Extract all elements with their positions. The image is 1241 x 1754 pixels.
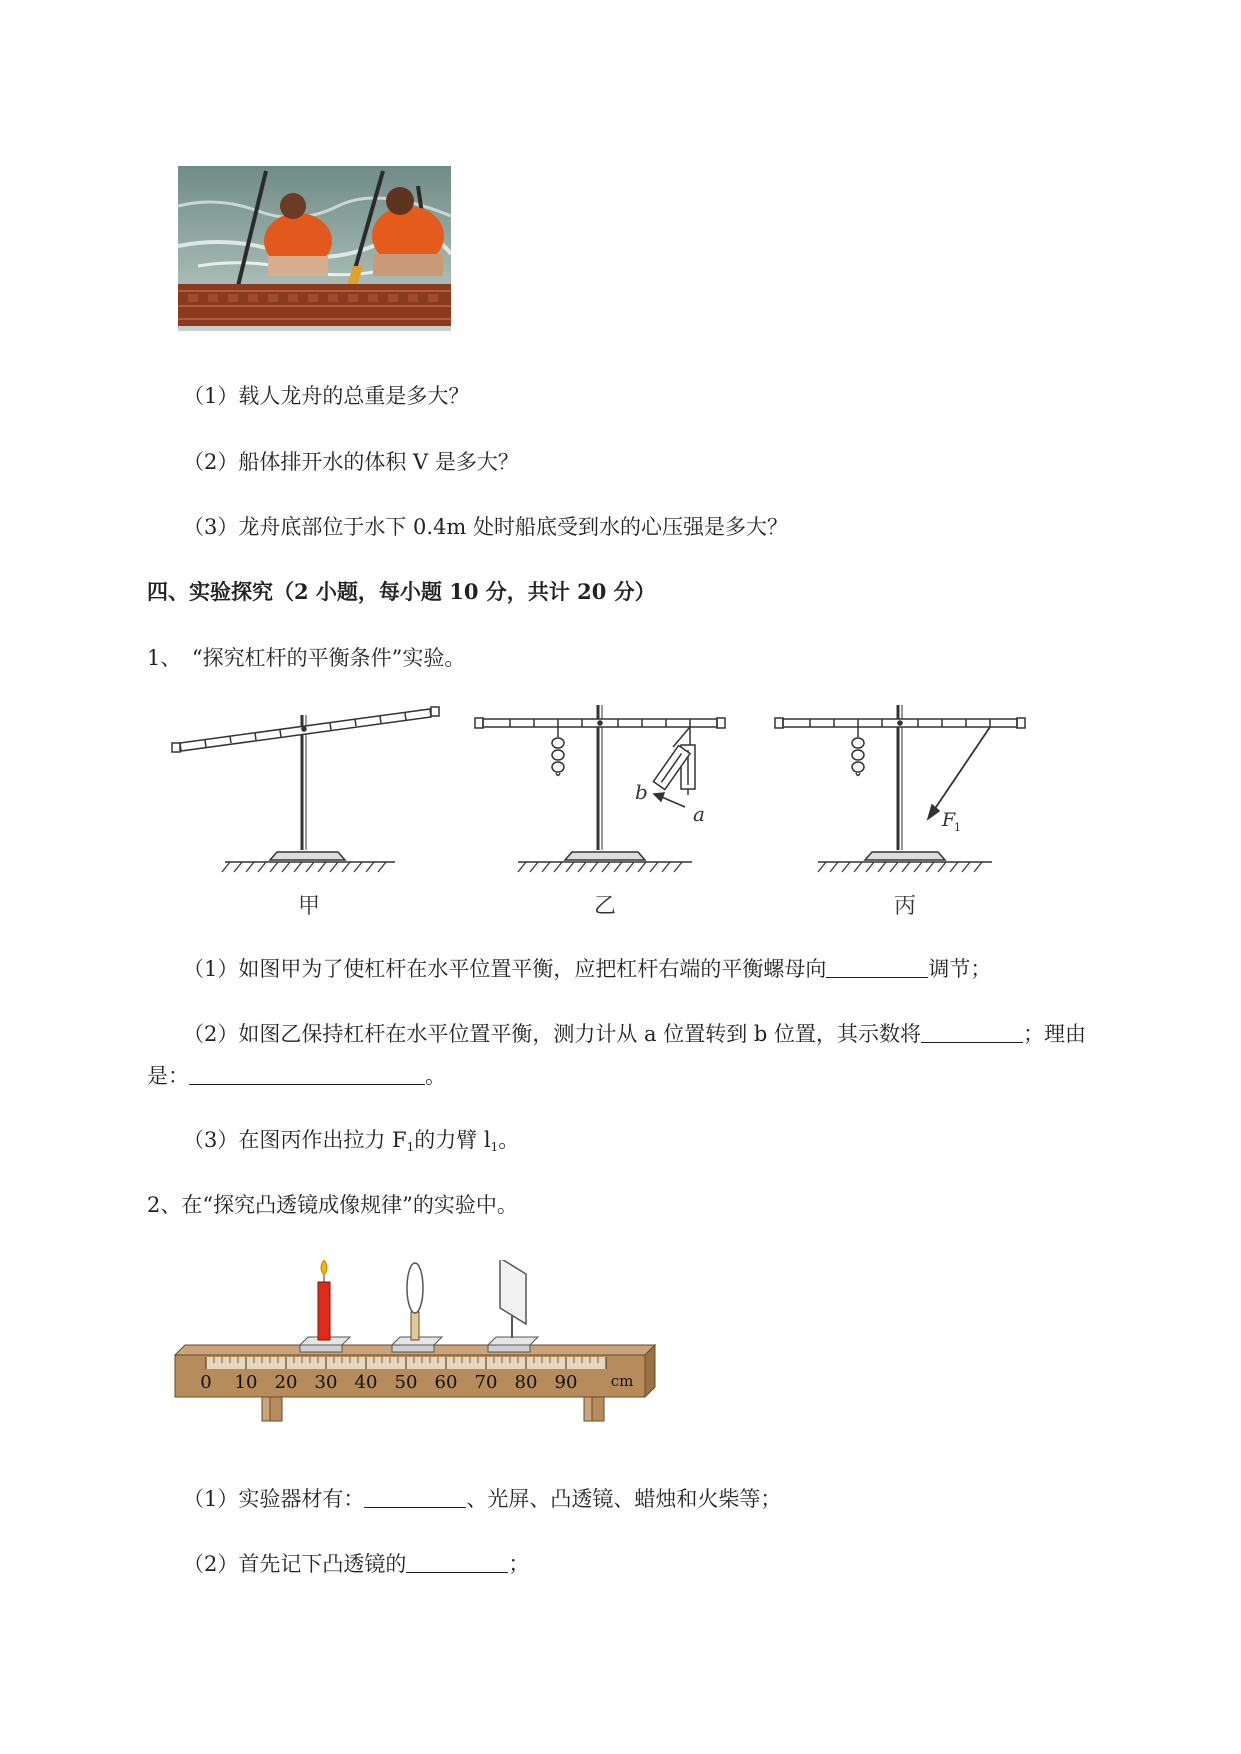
exp1-q3: [183, 1124, 519, 1154]
exp1-q3-text1: （3）在图丙作出拉力 F: [183, 1128, 407, 1152]
exp2-q1: [183, 1483, 781, 1513]
exp2-q2: [183, 1548, 529, 1578]
ruler-label-40: 40: [354, 1372, 378, 1393]
exp2-q1-tail: 、光屏、凸透镜、蜡烛和火柴等；: [466, 1487, 782, 1511]
exp1-q3-text2: 的力臂 l: [414, 1128, 491, 1152]
exp1-q2-blank[interactable]: [921, 1022, 1023, 1043]
exp1-q3-sub2: 1: [490, 1140, 499, 1154]
ruler-label-70: 70: [474, 1372, 498, 1393]
q3-sub2: （2）船体排开水的体积 V 是多大？: [183, 450, 519, 474]
exp2-q1-text: （1）实验器材有：: [183, 1487, 365, 1511]
optical-bench-figure: [170, 1260, 660, 1445]
ruler-label-10: 10: [234, 1372, 258, 1393]
exp1-q3-sub1: 1: [406, 1140, 415, 1154]
ruler-label-30: 30: [314, 1372, 338, 1393]
lever-figure-jia: [172, 707, 439, 872]
ruler-label-20: 20: [274, 1372, 298, 1393]
fig-label-bing: 丙: [894, 894, 917, 919]
ruler-label-60: 60: [434, 1372, 458, 1393]
label-b: b: [635, 780, 648, 804]
exp1-q2-reason: [147, 1060, 446, 1090]
q3-sub1: （1）载人龙舟的总重是多大？: [183, 384, 470, 408]
screen-holder: [488, 1260, 538, 1352]
exp1-q1-tail: 调节；: [928, 957, 992, 981]
section-heading: 四、实验探究（2 小题，每小题 10 分，共计 20 分）: [147, 579, 656, 604]
exp2-q2-text: （2）首先记下凸透镜的: [183, 1552, 407, 1576]
exp2-q2-tail: ；: [508, 1552, 530, 1576]
ruler-label-90: 90: [554, 1372, 578, 1393]
q3-sub3: （3）龙舟底部位于水下 0.4m 处时船底受到水的心压强是多大？: [183, 515, 789, 539]
dragon-boat-illustration: [178, 166, 451, 331]
lens-holder: [392, 1263, 442, 1352]
exp1-q3-text3: 。: [498, 1128, 520, 1152]
exp2-q2-blank[interactable]: [406, 1552, 508, 1573]
ruler-label-0: 0: [200, 1372, 212, 1393]
exp1-title: 1、 “探究杠杆的平衡条件”实验。: [147, 646, 466, 670]
lever-figure-bing: [775, 705, 1025, 872]
ruler-unit: cm: [610, 1372, 634, 1390]
exp1-q2-reason-end: 。: [425, 1064, 446, 1088]
exp1-q2: [183, 1018, 1086, 1048]
label-F: F: [942, 809, 956, 831]
candle-holder: [300, 1260, 350, 1352]
label-F-sub: 1: [954, 821, 961, 834]
lever-figures: [170, 695, 1050, 925]
exp1-q1-text: （1）如图甲为了使杠杆在水平位置平衡，应把杠杆右端的平衡螺母向: [183, 957, 827, 981]
fig-label-jia: 甲: [298, 894, 321, 919]
exp1-q1-blank[interactable]: [826, 957, 928, 978]
exp1-q1: [183, 953, 991, 983]
exp1-q2-reason-blank[interactable]: [189, 1064, 425, 1085]
exp2-q1-blank[interactable]: [364, 1487, 466, 1508]
label-a: a: [693, 802, 705, 826]
ruler-label-80: 80: [514, 1372, 538, 1393]
ruler-label-50: 50: [394, 1372, 418, 1393]
exp1-q2-reason-label: 是：: [147, 1064, 189, 1088]
dragon-boat-photo: [178, 166, 451, 331]
exp1-q2-tail: ；理由: [1023, 1022, 1087, 1046]
exp2-title: 2、在“探究凸透镜成像规律”的实验中。: [147, 1193, 518, 1217]
lever-figure-yi: [475, 705, 725, 872]
fig-label-yi: 乙: [594, 894, 617, 919]
exp1-q2-text: （2）如图乙保持杠杆在水平位置平衡，测力计从 a 位置转到 b 位置，其示数将: [183, 1022, 922, 1046]
